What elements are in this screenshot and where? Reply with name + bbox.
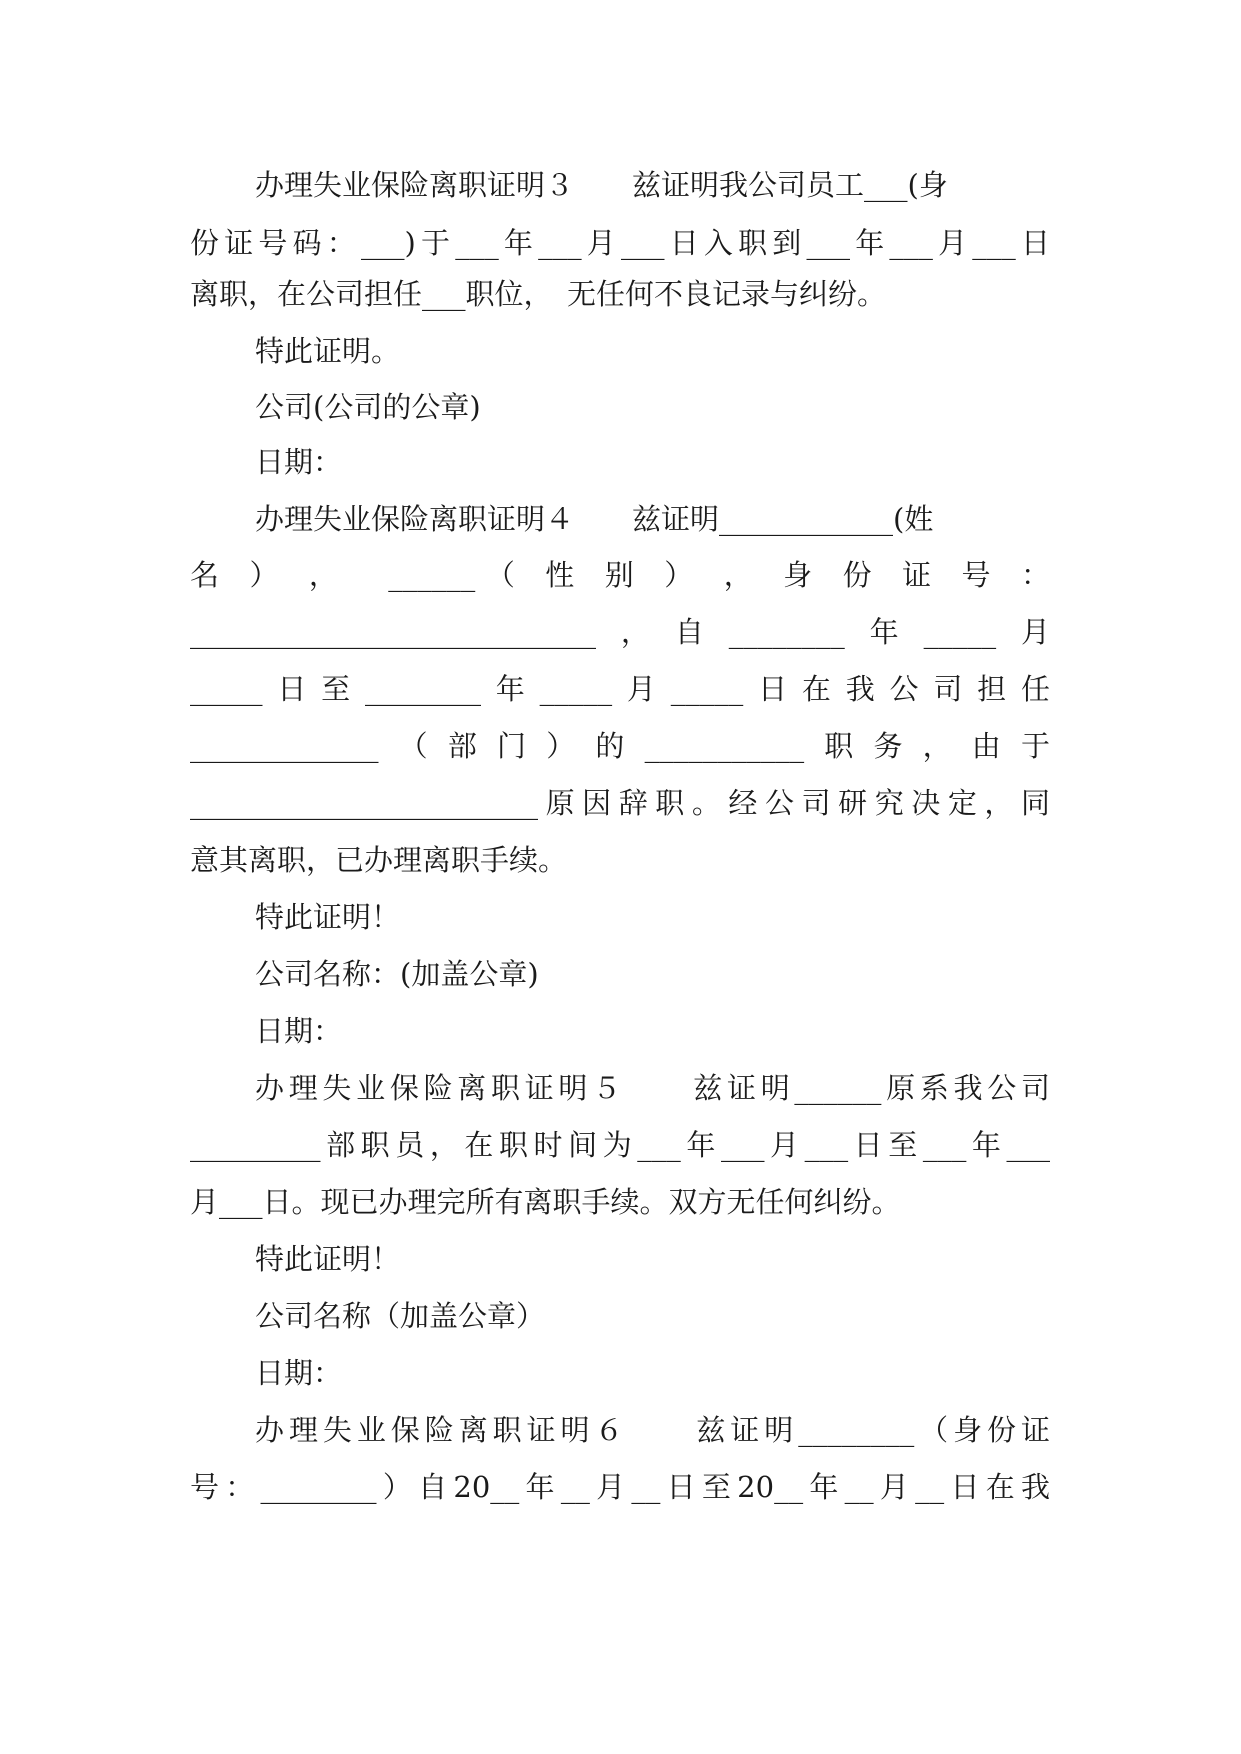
certificate-6-body-line: 号：________）自20__年__月__日至20__年__月__日在我 — [190, 1470, 1050, 1504]
certificate-4-closing: 特此证明！ — [255, 900, 401, 934]
certificate-3-body-line: 离职，在公司担任___职位， 无任何不良记录与纠纷。 — [190, 277, 887, 311]
certificate-5-heading-line: 办理失业保险离职证明５ 兹证明______原系我公司 — [255, 1071, 1050, 1105]
certificate-5-closing: 特此证明！ — [255, 1242, 401, 1276]
certificate-5-date: 日期： — [255, 1356, 343, 1390]
certificate-3-heading-line: 办理失业保险离职证明３ 兹证明我公司员工___(身 — [255, 168, 948, 202]
certificate-3-date: 日期： — [255, 445, 343, 479]
certificate-6-heading-line: 办理失业保险离职证明６ 兹证明________（身份证 — [255, 1413, 1050, 1447]
certificate-4-heading-line: 办理失业保险离职证明４ 兹证明____________(姓 — [255, 502, 934, 536]
certificate-4-body-line: _____________（部门）的___________职务，由于 — [190, 729, 1050, 763]
certificate-4-date: 日期： — [255, 1014, 343, 1048]
certificate-4-body-line: ____________________________，自________年_____月 — [190, 615, 1050, 649]
certificate-3-company: 公司(公司的公章) — [255, 390, 481, 424]
certificate-3-closing: 特此证明。 — [255, 334, 401, 368]
certificate-4-company: 公司名称：(加盖公章) — [255, 957, 539, 991]
certificate-5-body-line: _________部职员，在职时间为___年___月___日至___年___ — [190, 1128, 1050, 1162]
certificate-4-body-line: ________________________原因辞职。经公司研究决定，同 — [190, 786, 1050, 820]
certificate-5-company: 公司名称（加盖公章） — [255, 1299, 546, 1333]
certificate-4-body-line: _____日至________年_____月_____日在我公司担任 — [190, 672, 1050, 706]
certificate-4-body-line: 意其离职，已办理离职手续。 — [190, 843, 568, 877]
certificate-5-body-line: 月___日。现已办理完所有离职手续。双方无任何纠纷。 — [190, 1185, 901, 1219]
certificate-3-body-line: 份证号码：___)于___年___月___日入职到___年___月___日 — [190, 226, 1050, 260]
certificate-4-body-line: 名 ） ， ______（ 性 别 ） ， 身 份 证 号 ： — [190, 558, 1050, 592]
